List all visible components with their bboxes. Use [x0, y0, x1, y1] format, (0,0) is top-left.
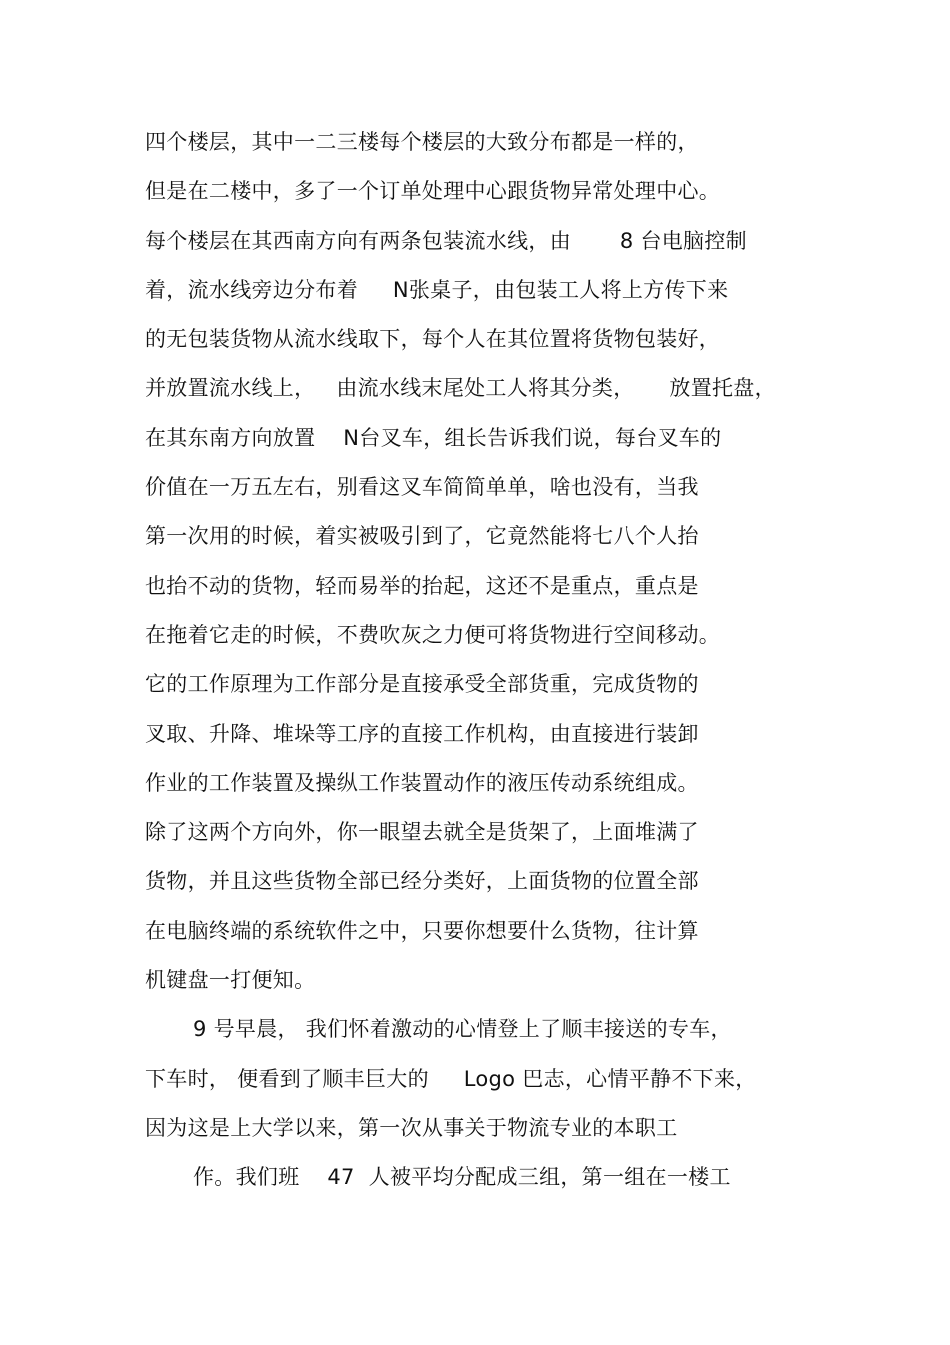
text-line: 也抬不动的货物，轻而易举的抬起，这还不是重点，重点是 — [145, 573, 699, 598]
text-line: 价值在一万五左右，别看这叉车简简单单，啥也没有，当我 — [145, 475, 699, 500]
text-line: 它的工作原理为工作部分是直接承受全部货重，完成货物的 — [145, 672, 699, 697]
body-text — [145, 118, 825, 1203]
text-line: 第一次用的时候，着实被吸引到了，它竟然能将七八个人抬 — [145, 524, 699, 549]
text-line: 但是在二楼中，多了一个订单处理中心跟货物异常处理中心。 — [145, 179, 721, 204]
text-line: 在电脑终端的系统软件之中，只要你想要什么货物，往计算 — [145, 918, 699, 943]
text-line: 除了这两个方向外，你一眼望去就全是货架了，上面堆满了 — [145, 820, 699, 845]
text-line: 作业的工作装置及操纵工作装置动作的液压传动系统组成。 — [145, 770, 699, 795]
text-line: 在其东南方向放置 N台叉车，组长告诉我们说，每台叉车的 — [145, 425, 722, 450]
text-line: 因为这是上大学以来，第一次从事关于物流专业的本职工 — [145, 1115, 678, 1140]
text-line: 叉取、升降、堆垛等工序的直接工作机构，由直接进行装卸 — [145, 721, 699, 746]
text-line: 每个楼层在其西南方向有两条包装流水线，由 8 台电脑控制 — [145, 228, 747, 253]
text-line: 9 号早晨， 我们怀着激动的心情登上了顺丰接送的专车， — [193, 1017, 732, 1042]
text-line: 的无包装货物从流水线取下，每个人在其位置将货物包装好， — [145, 327, 721, 352]
text-line: 作。我们班 47 人被平均分配成三组，第一组在一楼工 — [193, 1165, 731, 1190]
text-line: 机键盘一打便知。 — [145, 968, 316, 993]
text-line: 下车时， 便看到了顺丰巨大的 Logo 巴志，心情平静不下来， — [145, 1066, 757, 1091]
text-line: 并放置流水线上， 由流水线末尾处工人将其分类， 放置托盘， — [145, 376, 776, 401]
text-line: 四个楼层，其中一二三楼每个楼层的大致分布都是一样的， — [145, 130, 699, 154]
text-line: 货物，并且这些货物全部已经分类好，上面货物的位置全部 — [145, 869, 699, 894]
text-line: 在拖着它走的时候，不费吹灰之力便可将货物进行空间移动。 — [145, 622, 721, 647]
text-line: 着，流水线旁边分布着 N张桌子，由包装工人将上方传下来 — [145, 277, 729, 302]
